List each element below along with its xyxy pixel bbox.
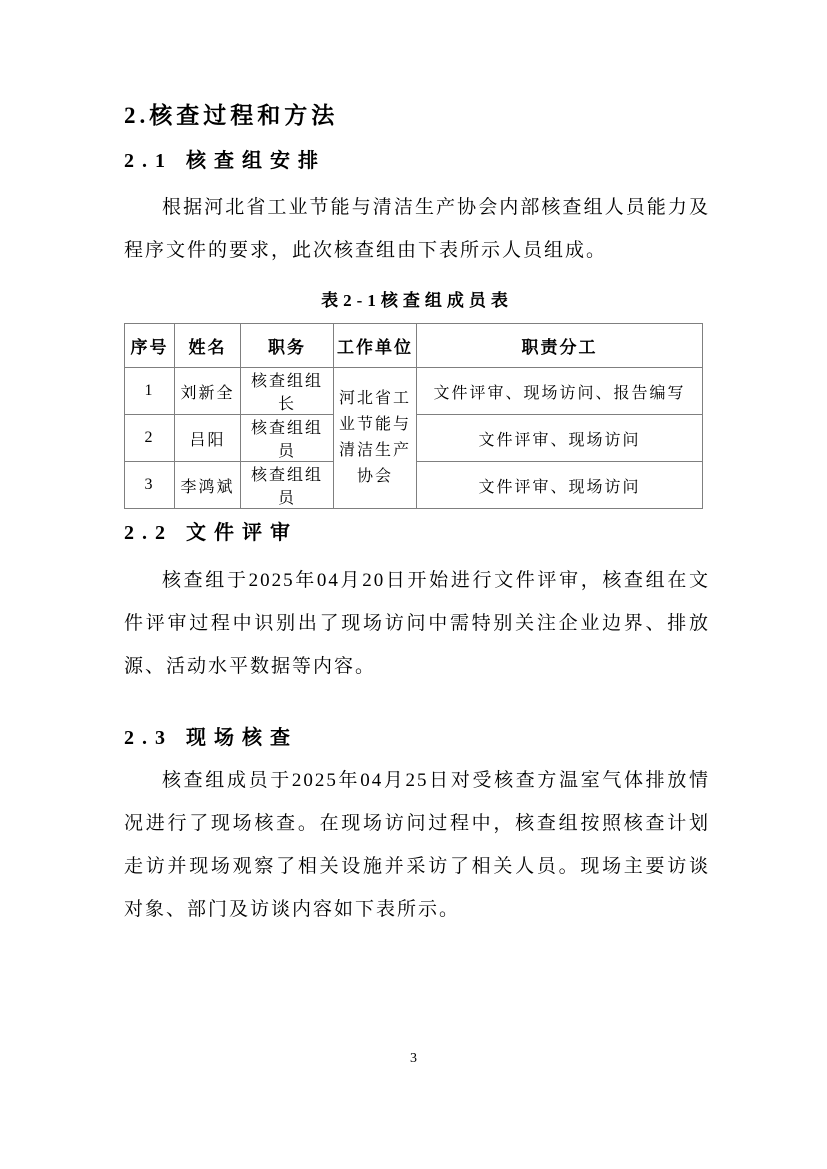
cell-work-unit: 河北省工业节能与清洁生产协会 [334,368,417,509]
page-number: 3 [410,1051,417,1066]
table-row [125,368,703,415]
section-2-3-paragraph: 核查组成员于2025年04月25日对受核查方温室气体排放情况进行了现场核查。在现场访问过程中，核查组按照核查计划走访并现场观察了相关设施并采访了相关人员。现场主要访谈对象、部门及访谈内容如下表所示。 [124,770,710,920]
header-cell-no: 序号 [125,324,175,368]
section-heading-2-2: 2.2 文件评审 [124,522,298,544]
cell-title: 核查组组长 [241,368,334,415]
cell-duties: 文件评审、现场访问 [417,415,703,462]
section-heading-2-1: 2.1 核查组安排 [124,150,326,172]
header-cell-duties: 职责分工 [417,324,703,368]
cell-no: 3 [125,462,175,509]
cell-name: 李鸿斌 [175,462,241,509]
cell-no: 1 [125,368,175,415]
cell-name: 吕阳 [175,415,241,462]
section-2-2-paragraph: 核查组于2025年04月20日开始进行文件评审，核查组在文件评审过程中识别出了现场访问中需特别关注企业边界、排放源、活动水平数据等内容。 [124,570,710,677]
cell-duties: 文件评审、现场访问 [417,462,703,509]
cell-title: 核查组组员 [241,415,334,462]
cell-name: 刘新全 [175,368,241,415]
header-cell-name: 姓名 [175,324,241,368]
table-header-row [125,324,703,368]
section-heading-2-3: 2.3 现场核查 [124,727,298,749]
header-cell-work-unit: 工作单位 [334,324,417,368]
header-cell-title: 职务 [241,324,334,368]
members-table [124,323,703,509]
cell-duties: 文件评审、现场访问、报告编写 [417,368,703,415]
members-table-container [124,323,710,509]
table-caption: 表2-1核查组成员表 [321,291,513,310]
section-2-1-paragraph: 根据河北省工业节能与清洁生产协会内部核查组人员能力及程序文件的要求，此次核查组由下表所示人员组成。 [124,197,710,261]
cell-no: 2 [125,415,175,462]
cell-title: 核查组组员 [241,462,334,509]
chapter-heading: 2.核查过程和方法 [124,103,339,128]
